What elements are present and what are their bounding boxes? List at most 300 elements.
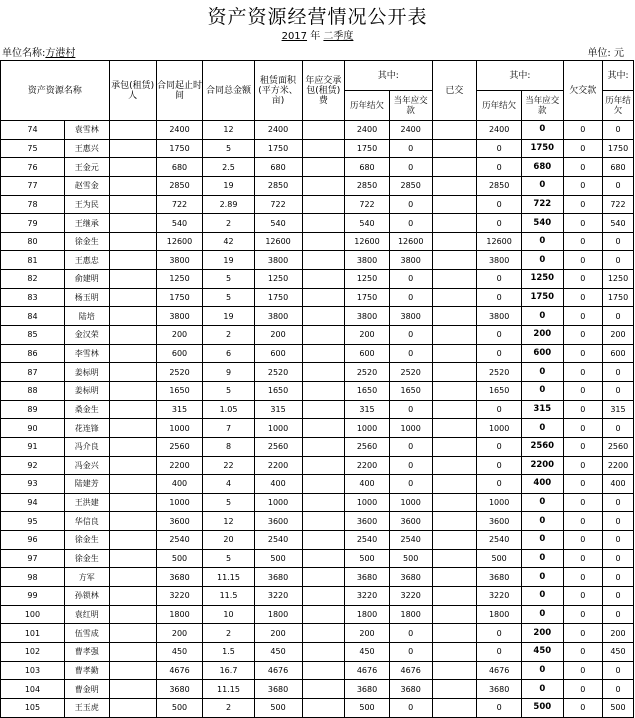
contractor-name: 姜标明 xyxy=(64,363,109,382)
owed-hist: 0 xyxy=(563,680,602,699)
paid-amount: 0 xyxy=(389,158,432,177)
owed-amount: 0 xyxy=(522,587,564,606)
lease-area: 8 xyxy=(203,437,254,456)
lease-area: 2.89 xyxy=(203,195,254,214)
owed-amount: 1750 xyxy=(522,288,564,307)
owed-hist: 0 xyxy=(563,493,602,512)
owed-current: 0 xyxy=(602,232,633,251)
header-owed-hist: 历年结欠 xyxy=(602,91,633,121)
lease-area: 12 xyxy=(203,121,254,140)
table-row xyxy=(1,568,634,587)
contractor-name: 杨玉明 xyxy=(64,288,109,307)
current-due: 200 xyxy=(345,326,390,345)
annual-due: 680 xyxy=(254,158,302,177)
paid-hist xyxy=(432,531,477,550)
contractor-name: 王金元 xyxy=(64,158,109,177)
owed-hist: 0 xyxy=(563,549,602,568)
paid-current: 0 xyxy=(477,270,522,289)
annual-due: 1250 xyxy=(254,270,302,289)
contractor-name: 华信良 xyxy=(64,512,109,531)
table-row xyxy=(1,512,634,531)
header-current-due: 当年应交款 xyxy=(389,91,432,121)
owed-amount: 500 xyxy=(522,698,564,717)
owed-current: 2560 xyxy=(602,437,633,456)
contractor-name: 王玉虎 xyxy=(64,698,109,717)
owed-current: 722 xyxy=(602,195,633,214)
lease-area: 19 xyxy=(203,307,254,326)
table-row xyxy=(1,307,634,326)
row-number: 81 xyxy=(1,251,65,270)
owed-current: 200 xyxy=(602,624,633,643)
paid-amount: 4676 xyxy=(389,661,432,680)
paid-current: 3800 xyxy=(477,307,522,326)
paid-hist xyxy=(432,400,477,419)
paid-current: 500 xyxy=(477,549,522,568)
table-row xyxy=(1,624,634,643)
annual-due: 540 xyxy=(254,214,302,233)
row-number: 84 xyxy=(1,307,65,326)
hist-arrears xyxy=(302,437,345,456)
owed-hist: 0 xyxy=(563,512,602,531)
paid-current: 3220 xyxy=(477,587,522,606)
contract-total: 200 xyxy=(156,326,203,345)
table-row xyxy=(1,531,634,550)
paid-current: 2400 xyxy=(477,121,522,140)
annual-due: 12600 xyxy=(254,232,302,251)
owed-hist: 0 xyxy=(563,158,602,177)
table-row xyxy=(1,326,634,345)
contract-end-cell xyxy=(109,139,156,158)
paid-hist xyxy=(432,363,477,382)
paid-current: 0 xyxy=(477,475,522,494)
row-number: 105 xyxy=(1,698,65,717)
current-due: 3680 xyxy=(345,680,390,699)
row-number: 102 xyxy=(1,642,65,661)
contract-total: 680 xyxy=(156,158,203,177)
owed-hist: 0 xyxy=(563,624,602,643)
owed-amount: 0 xyxy=(522,176,564,195)
paid-current: 0 xyxy=(477,698,522,717)
table-row xyxy=(1,456,634,475)
owed-amount: 0 xyxy=(522,531,564,550)
owed-current: 0 xyxy=(602,549,633,568)
paid-hist xyxy=(432,121,477,140)
paid-hist xyxy=(432,214,477,233)
paid-hist xyxy=(432,176,477,195)
paid-amount: 0 xyxy=(389,400,432,419)
owed-current: 0 xyxy=(602,176,633,195)
owed-hist: 0 xyxy=(563,326,602,345)
owed-hist: 0 xyxy=(563,121,602,140)
owed-current: 0 xyxy=(602,531,633,550)
contract-end-cell xyxy=(109,568,156,587)
annual-due: 2850 xyxy=(254,176,302,195)
contractor-name: 伍雪成 xyxy=(64,624,109,643)
contractor-name: 曹金明 xyxy=(64,680,109,699)
hist-arrears xyxy=(302,214,345,233)
lease-area: 2 xyxy=(203,624,254,643)
paid-hist xyxy=(432,270,477,289)
current-due: 1250 xyxy=(345,270,390,289)
lease-area: 2 xyxy=(203,326,254,345)
owed-amount: 200 xyxy=(522,326,564,345)
table-row xyxy=(1,139,634,158)
contract-total: 3600 xyxy=(156,512,203,531)
owed-amount: 200 xyxy=(522,624,564,643)
paid-hist xyxy=(432,326,477,345)
owed-amount: 0 xyxy=(522,419,564,438)
contract-total: 450 xyxy=(156,642,203,661)
paid-hist xyxy=(432,158,477,177)
row-number: 92 xyxy=(1,456,65,475)
owed-current: 0 xyxy=(602,493,633,512)
owed-current: 400 xyxy=(602,475,633,494)
hist-arrears xyxy=(302,158,345,177)
current-due: 722 xyxy=(345,195,390,214)
contractor-name: 孙锁林 xyxy=(64,587,109,606)
annual-due: 722 xyxy=(254,195,302,214)
paid-current: 0 xyxy=(477,642,522,661)
paid-amount: 3680 xyxy=(389,680,432,699)
paid-amount: 0 xyxy=(389,344,432,363)
paid-amount: 0 xyxy=(389,437,432,456)
lease-area: 2 xyxy=(203,214,254,233)
current-due: 2520 xyxy=(345,363,390,382)
contract-total: 12600 xyxy=(156,232,203,251)
table-row xyxy=(1,158,634,177)
table-row xyxy=(1,493,634,512)
current-due: 1750 xyxy=(345,139,390,158)
paid-current: 0 xyxy=(477,158,522,177)
annual-due: 500 xyxy=(254,698,302,717)
current-due: 540 xyxy=(345,214,390,233)
owed-current: 450 xyxy=(602,642,633,661)
paid-current: 0 xyxy=(477,456,522,475)
contract-end-cell xyxy=(109,251,156,270)
contract-end-cell xyxy=(109,195,156,214)
owed-amount: 0 xyxy=(522,251,564,270)
current-due: 500 xyxy=(345,549,390,568)
owed-hist: 0 xyxy=(563,642,602,661)
lease-area: 5 xyxy=(203,381,254,400)
owed-hist: 0 xyxy=(563,176,602,195)
paid-amount: 0 xyxy=(389,195,432,214)
current-due: 3220 xyxy=(345,587,390,606)
current-due: 2400 xyxy=(345,121,390,140)
header-asset-name: 资产资源名称 xyxy=(1,61,110,121)
lease-area: 7 xyxy=(203,419,254,438)
paid-amount: 3680 xyxy=(389,568,432,587)
owed-amount: 0 xyxy=(522,307,564,326)
contract-end-cell xyxy=(109,531,156,550)
owed-current: 0 xyxy=(602,605,633,624)
contractor-name: 徐金生 xyxy=(64,549,109,568)
lease-area: 1.5 xyxy=(203,642,254,661)
annual-due: 500 xyxy=(254,549,302,568)
contract-end-cell xyxy=(109,437,156,456)
current-due: 400 xyxy=(345,475,390,494)
contract-end-cell xyxy=(109,381,156,400)
paid-hist xyxy=(432,381,477,400)
paid-hist xyxy=(432,475,477,494)
table-row xyxy=(1,419,634,438)
owed-current: 200 xyxy=(602,326,633,345)
lease-area: 9 xyxy=(203,363,254,382)
contract-end-cell xyxy=(109,232,156,251)
page-title: 资产资源经营情况公开表 xyxy=(207,6,428,28)
hist-arrears xyxy=(302,605,345,624)
contract-end-cell xyxy=(109,270,156,289)
paid-current: 0 xyxy=(477,344,522,363)
owed-current: 0 xyxy=(602,587,633,606)
row-number: 75 xyxy=(1,139,65,158)
contract-total: 1800 xyxy=(156,605,203,624)
contract-total: 315 xyxy=(156,400,203,419)
paid-hist xyxy=(432,512,477,531)
current-due: 1650 xyxy=(345,381,390,400)
contractor-name: 陆建芳 xyxy=(64,475,109,494)
contractor-name: 陆培 xyxy=(64,307,109,326)
lease-area: 5 xyxy=(203,139,254,158)
current-due: 4676 xyxy=(345,661,390,680)
paid-amount: 12600 xyxy=(389,232,432,251)
annual-due: 1000 xyxy=(254,419,302,438)
row-number: 89 xyxy=(1,400,65,419)
hist-arrears xyxy=(302,139,345,158)
paid-hist xyxy=(432,624,477,643)
lease-area: 19 xyxy=(203,251,254,270)
row-number: 88 xyxy=(1,381,65,400)
contractor-name: 冯介良 xyxy=(64,437,109,456)
annual-due: 600 xyxy=(254,344,302,363)
contract-total: 1250 xyxy=(156,270,203,289)
paid-current: 2850 xyxy=(477,176,522,195)
paid-hist xyxy=(432,568,477,587)
contract-total: 3800 xyxy=(156,307,203,326)
contractor-name: 王惠兴 xyxy=(64,139,109,158)
owed-hist: 0 xyxy=(563,363,602,382)
owed-current: 1750 xyxy=(602,288,633,307)
paid-amount: 2850 xyxy=(389,176,432,195)
contract-end-cell xyxy=(109,307,156,326)
table-row xyxy=(1,288,634,307)
owed-amount: 1250 xyxy=(522,270,564,289)
annual-due: 315 xyxy=(254,400,302,419)
owed-amount: 2560 xyxy=(522,437,564,456)
row-number: 100 xyxy=(1,605,65,624)
row-number: 103 xyxy=(1,661,65,680)
owed-current: 0 xyxy=(602,307,633,326)
contractor-name: 袁红明 xyxy=(64,605,109,624)
annual-due: 2560 xyxy=(254,437,302,456)
paid-hist xyxy=(432,456,477,475)
lease-area: 5 xyxy=(203,288,254,307)
period-quarter: 二季度 xyxy=(323,31,354,42)
header-paid-of-which: 其中: xyxy=(477,61,563,91)
contract-total: 2540 xyxy=(156,531,203,550)
contract-total: 722 xyxy=(156,195,203,214)
paid-amount: 0 xyxy=(389,214,432,233)
table-row xyxy=(1,270,634,289)
current-due: 12600 xyxy=(345,232,390,251)
owed-amount: 450 xyxy=(522,642,564,661)
row-number: 86 xyxy=(1,344,65,363)
contract-total: 3220 xyxy=(156,587,203,606)
current-due: 200 xyxy=(345,624,390,643)
paid-amount: 0 xyxy=(389,139,432,158)
annual-due: 400 xyxy=(254,475,302,494)
contract-total: 1650 xyxy=(156,381,203,400)
contractor-name: 曹孝勤 xyxy=(64,661,109,680)
lease-area: 6 xyxy=(203,344,254,363)
row-number: 77 xyxy=(1,176,65,195)
contract-end-cell xyxy=(109,419,156,438)
paid-amount: 1650 xyxy=(389,381,432,400)
paid-current: 0 xyxy=(477,437,522,456)
hist-arrears xyxy=(302,195,345,214)
contract-total: 2520 xyxy=(156,363,203,382)
contract-total: 2200 xyxy=(156,456,203,475)
current-due: 1000 xyxy=(345,493,390,512)
currency-label: 单位: 元 xyxy=(587,48,624,59)
table-row xyxy=(1,400,634,419)
owed-amount: 0 xyxy=(522,121,564,140)
owed-amount: 0 xyxy=(522,661,564,680)
table-row xyxy=(1,549,634,568)
hist-arrears xyxy=(302,568,345,587)
paid-hist xyxy=(432,661,477,680)
table-row xyxy=(1,363,634,382)
paid-current: 12600 xyxy=(477,232,522,251)
table-row xyxy=(1,437,634,456)
header-contract-total: 合同总金额 xyxy=(203,61,254,121)
owed-hist: 0 xyxy=(563,214,602,233)
contractor-name: 王惠忠 xyxy=(64,251,109,270)
annual-due: 3680 xyxy=(254,568,302,587)
owed-current: 315 xyxy=(602,400,633,419)
paid-current: 1800 xyxy=(477,605,522,624)
paid-current: 1000 xyxy=(477,493,522,512)
contract-total: 2400 xyxy=(156,121,203,140)
contract-total: 540 xyxy=(156,214,203,233)
hist-arrears xyxy=(302,419,345,438)
paid-amount: 0 xyxy=(389,456,432,475)
header-annual-of-which: 其中: xyxy=(345,61,432,91)
row-number: 94 xyxy=(1,493,65,512)
annual-due: 2400 xyxy=(254,121,302,140)
contract-total: 3680 xyxy=(156,568,203,587)
paid-amount: 3220 xyxy=(389,587,432,606)
period-year: 2017 xyxy=(281,31,308,42)
contract-total: 600 xyxy=(156,344,203,363)
owed-current: 0 xyxy=(602,363,633,382)
contract-end-cell xyxy=(109,400,156,419)
annual-due: 200 xyxy=(254,326,302,345)
hist-arrears xyxy=(302,587,345,606)
paid-amount: 0 xyxy=(389,698,432,717)
header-paid-hist: 历年结欠 xyxy=(477,91,522,121)
table-row xyxy=(1,344,634,363)
paid-amount: 2540 xyxy=(389,531,432,550)
lease-area: 4 xyxy=(203,475,254,494)
lease-area: 11.15 xyxy=(203,680,254,699)
owed-amount: 0 xyxy=(522,680,564,699)
header-contractor: 承包(租赁)人 xyxy=(109,61,156,121)
paid-hist xyxy=(432,288,477,307)
table-row xyxy=(1,587,634,606)
unit-row xyxy=(2,44,632,59)
current-due: 1800 xyxy=(345,605,390,624)
paid-amount: 500 xyxy=(389,549,432,568)
table-row xyxy=(1,195,634,214)
owed-amount: 315 xyxy=(522,400,564,419)
row-number: 99 xyxy=(1,587,65,606)
owed-hist: 0 xyxy=(563,232,602,251)
row-number: 82 xyxy=(1,270,65,289)
owed-current: 0 xyxy=(602,419,633,438)
paid-amount: 0 xyxy=(389,624,432,643)
current-due: 450 xyxy=(345,642,390,661)
hist-arrears xyxy=(302,326,345,345)
owed-amount: 1750 xyxy=(522,139,564,158)
owed-amount: 0 xyxy=(522,568,564,587)
unit-name: 方港村 xyxy=(45,48,76,59)
owed-hist: 0 xyxy=(563,344,602,363)
table-row xyxy=(1,251,634,270)
contractor-name: 姜标明 xyxy=(64,381,109,400)
hist-arrears xyxy=(302,270,345,289)
header-contract-end: 合同起止时间 xyxy=(156,61,203,121)
owed-hist: 0 xyxy=(563,195,602,214)
owed-current: 0 xyxy=(602,381,633,400)
owed-amount: 722 xyxy=(522,195,564,214)
row-number: 104 xyxy=(1,680,65,699)
contractor-name: 徐金生 xyxy=(64,232,109,251)
contract-end-cell xyxy=(109,121,156,140)
current-due: 600 xyxy=(345,344,390,363)
table-row xyxy=(1,605,634,624)
hist-arrears xyxy=(302,400,345,419)
owed-current: 600 xyxy=(602,344,633,363)
current-due: 3680 xyxy=(345,568,390,587)
row-number: 93 xyxy=(1,475,65,494)
owed-amount: 540 xyxy=(522,214,564,233)
owed-hist: 0 xyxy=(563,139,602,158)
lease-area: 1.05 xyxy=(203,400,254,419)
paid-current: 0 xyxy=(477,139,522,158)
row-number: 95 xyxy=(1,512,65,531)
paid-amount: 0 xyxy=(389,270,432,289)
paid-amount: 3600 xyxy=(389,512,432,531)
owed-amount: 0 xyxy=(522,605,564,624)
lease-area: 12 xyxy=(203,512,254,531)
owed-hist: 0 xyxy=(563,419,602,438)
paid-hist xyxy=(432,642,477,661)
owed-amount: 600 xyxy=(522,344,564,363)
contractor-name: 王继承 xyxy=(64,214,109,233)
owed-current: 2200 xyxy=(602,456,633,475)
table-row xyxy=(1,661,634,680)
annual-due: 450 xyxy=(254,642,302,661)
row-number: 87 xyxy=(1,363,65,382)
owed-amount: 0 xyxy=(522,381,564,400)
annual-due: 2520 xyxy=(254,363,302,382)
contractor-name: 李雪林 xyxy=(64,344,109,363)
hist-arrears xyxy=(302,381,345,400)
contract-end-cell xyxy=(109,456,156,475)
lease-area: 19 xyxy=(203,176,254,195)
hist-arrears xyxy=(302,344,345,363)
